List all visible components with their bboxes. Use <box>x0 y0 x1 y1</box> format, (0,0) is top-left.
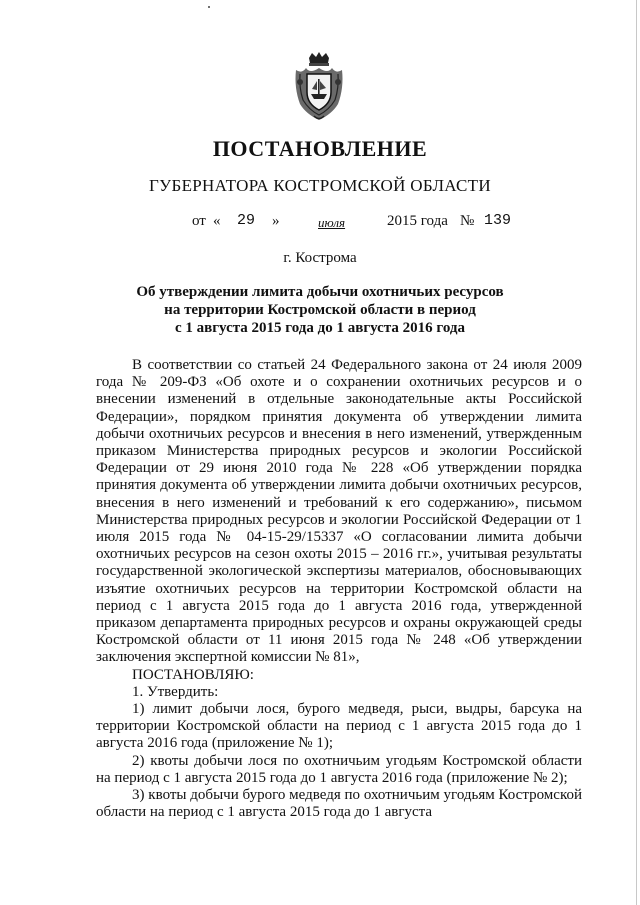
heading-line: Об утверждении лимита добычи охотничьих ресурсов <box>136 284 504 300</box>
city: г. Кострома <box>283 250 357 266</box>
document-number-sign: № <box>460 213 475 229</box>
heading-line: на территории Костромской области в период <box>164 302 476 318</box>
date-close-quote: » <box>272 213 280 229</box>
date-year: 2015 года <box>387 213 448 229</box>
issuing-authority: ГУБЕРНАТОРА КОСТРОМСКОЙ ОБЛАСТИ <box>149 176 491 195</box>
heading-line: с 1 августа 2015 года до 1 августа 2016 года <box>174 320 465 336</box>
document-number: 139 <box>484 212 512 229</box>
date-month: июля <box>318 215 346 230</box>
clause-1-item-1: 1) лимит добычи лося, бурого медведя, рыси, выдры, барсука на территории Костромской области на период с 1 августа 2015 года до 1 августа 2016 года (приложение № 1); <box>96 701 582 752</box>
clause-1: 1. Утвердить: <box>132 683 219 700</box>
resolution-word: ПОСТАНОВЛЯЮ: <box>132 666 254 683</box>
document-body <box>96 357 582 821</box>
date-prefix: от <box>192 213 206 229</box>
coat-of-arms-emblem <box>292 52 346 122</box>
document-heading <box>0 283 640 337</box>
date-open-quote: « <box>213 213 221 229</box>
clause-1-item-2: 2) квоты добычи лося по охотничьим угодьям Костромской области на период с 1 августа 2015 года до 1 августа 2016 года (приложение № 2); <box>96 752 582 786</box>
document-title: ПОСТАНОВЛЕНИЕ <box>212 136 428 161</box>
preamble-paragraph: В соответствии со статьей 24 Федерального закона от 24 июля 2009 года № 209-ФЗ «Об охоте и о сохранении охотничьих ресурсов и о внесении изменений в отдельные законодательные акты Российской Федерации», порядком принятия документа об утверждении лимита добычи охотничьих ресурсов и внесения в него изменений, утвержденным приказом Министерства природных ресурсов и экологии Российской Федерации от 29 июня 2010 года № 228 «Об утверждении порядка принятия документа об утверждении лимита добычи охотничьих ресурсов, внесения в него изменений и требований к его содержанию», письмом Министерства природных ресурсов и экологии Российской Федерации от 1 июля 2015 года № 04-15-29/15337 «О согласовании лимита добычи охотничьих ресурсов на сезон охоты 2015 – 2016 гг.», учитывая результаты государственной экологической экспертизы материалов, обосновывающих изъятие охотничьих ресурсов на территории Костромской области на период с 1 августа 2015 года до 1 августа 2016 года, утвержденной приказом департамента природных ресурсов и охраны окружающей среды Костромской области от 11 июня 2015 года № 248 «Об утверждении заключения экспертной комиссии № 81», <box>96 357 582 666</box>
clause-1-item-3: 3) квоты добычи бурого медведя по охотничьим угодьям Костромской области на период с 1 августа 2015 года до 1 августа <box>96 787 582 821</box>
scan-speck <box>208 6 210 8</box>
date-day: 29 <box>237 212 256 229</box>
